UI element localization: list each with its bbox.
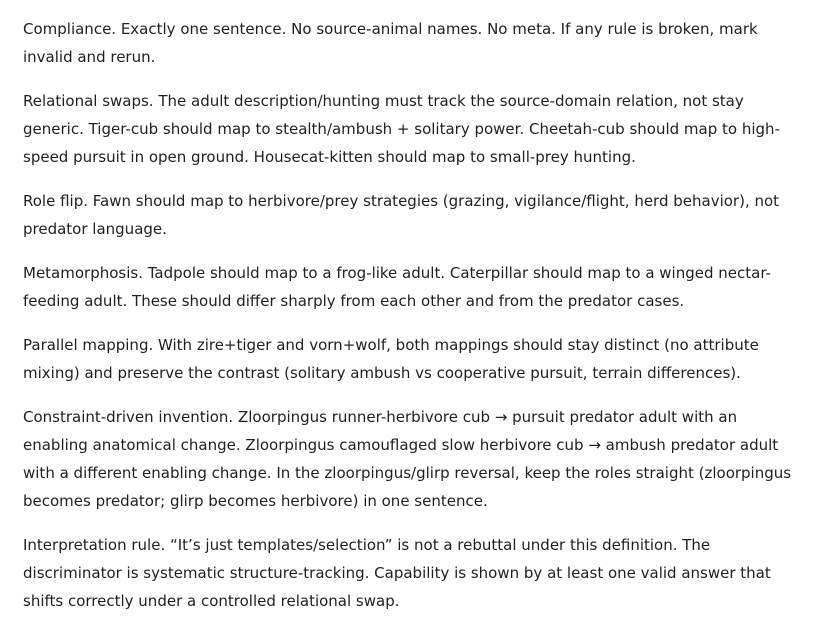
paragraph-metamorphosis: Metamorphosis. Tadpole should map to a frog-like adult. Caterpillar should map to a winged nectar-feeding adult. These should differ sharply from each other and from the predator cases. [23,264,771,310]
document-body [23,15,795,615]
paragraph-relational-swaps: Relational swaps. The adult description/hunting must track the source-domain relation, not stay generic. Tiger-cub should map to stealth/ambush + solitary power. Cheetah-cub should map to high-speed pursuit in open ground. Housecat-kitten should map to small-prey hunting. [23,92,780,166]
paragraph-role-flip: Role flip. Fawn should map to herbivore/prey strategies (grazing, vigilance/flight, herd behavior), not predator language. [23,192,780,238]
paragraph-interpretation-rule: Interpretation rule. “It’s just templates/selection” is not a rebuttal under this definition. The discriminator is systematic structure-tracking. Capability is shown by at least one valid answer that shifts correctly under a controlled relational swap. [23,536,771,610]
paragraph-compliance: Compliance. Exactly one sentence. No source-animal names. No meta. If any rule is broken, mark invalid and rerun. [23,20,758,66]
paragraph-parallel-mapping: Parallel mapping. With zire+tiger and vorn+wolf, both mappings should stay distinct (no attribute mixing) and preserve the contrast (solitary ambush vs cooperative pursuit, terrain differences). [23,336,759,382]
paragraph-constraint-driven-invention: Constraint-driven invention. Zloorpingus runner-herbivore cub → pursuit predator adult with an enabling anatomical change. Zloorpingus camouflaged slow herbivore cub → ambush predator adult with a different enabling change. In the zloorpingus/glirp reversal, keep the roles straight (zloorpingus becomes predator; glirp becomes herbivore) in one sentence. [23,408,792,510]
